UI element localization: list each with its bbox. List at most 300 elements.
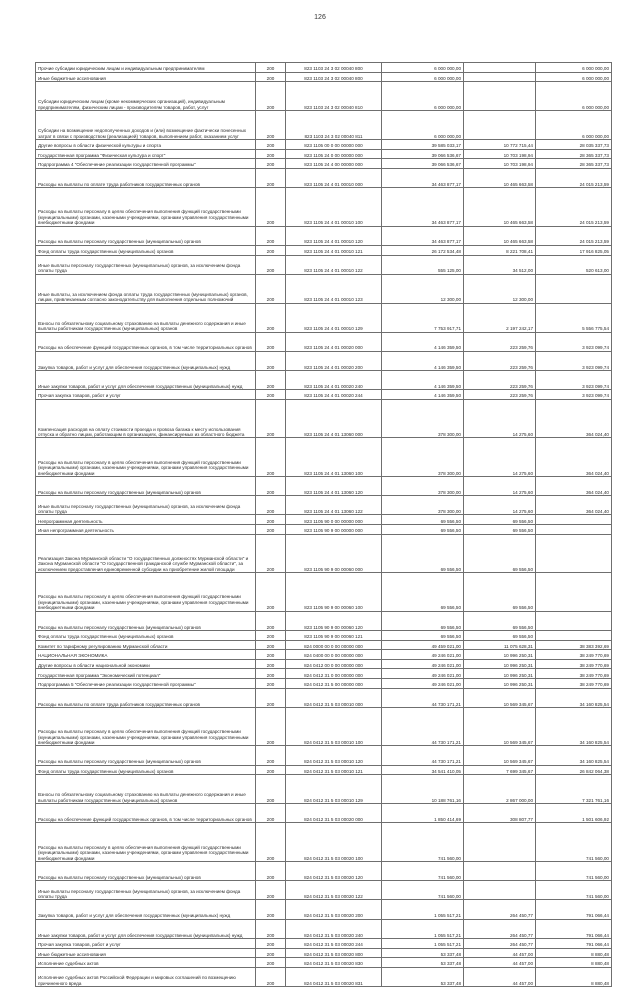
row-classification-cell: 823 1103 24 3 02 00040 810 [286, 82, 382, 111]
row-classification-cell: 823 1105 24 4 01 13060 000 [286, 399, 382, 438]
row-name-cell: Прочая закупка товаров, работ и услуг [36, 938, 256, 948]
row-code-cell: 200 [256, 967, 286, 986]
table-row [36, 573, 612, 612]
table-row [36, 679, 612, 689]
row-name-cell: Расходы на обеспечение функций государственных органов, в том числе территориальных органов [36, 804, 256, 823]
table-row [36, 390, 612, 400]
row-code-cell: 200 [256, 919, 286, 938]
row-name-cell: Расходы на выплаты персоналу в целях обеспечения выполнения функций государственными (муниципальными) органами, казенными учреждениями, органами управления государственными внебюджетными фондами [36, 573, 256, 612]
row-code-cell: 200 [256, 245, 286, 255]
row-classification-cell: 823 1105 24 4 01 00010 000 [286, 168, 382, 187]
budget-table [35, 62, 612, 987]
row-classification-cell: 823 1103 24 3 02 00040 800 [286, 72, 382, 82]
table-row [36, 659, 612, 669]
row-executed-cell: 12 300,00 [464, 274, 536, 303]
row-code-cell: 200 [256, 515, 286, 525]
row-assigned-cell: 378 300,00 [382, 399, 464, 438]
row-executed-cell: 14 275,60 [464, 399, 536, 438]
row-code-cell: 200 [256, 63, 286, 73]
row-remaining-cell [536, 525, 612, 535]
row-assigned-cell: 378 300,00 [382, 438, 464, 477]
row-assigned-cell: 44 730 171,21 [382, 746, 464, 765]
row-classification-cell: 824 0412 31 5 03 00010 000 [286, 688, 382, 707]
row-assigned-cell: 378 300,00 [382, 476, 464, 495]
row-executed-cell: 264 450,77 [464, 900, 536, 919]
row-remaining-cell [536, 534, 612, 573]
row-name-cell: Иные выплаты персоналу государственных (муниципальных) органов, за исключением фонда оплаты труда [36, 255, 256, 274]
row-remaining-cell: 28 035 337,73 [536, 140, 612, 150]
row-code-cell: 200 [256, 679, 286, 689]
table-row [36, 804, 612, 823]
row-classification-cell: 823 1105 00 0 00 00000 000 [286, 140, 382, 150]
row-assigned-cell: 10 188 761,16 [382, 775, 464, 804]
row-code-cell: 200 [256, 823, 286, 862]
row-executed-cell: 69 556,50 [464, 515, 536, 525]
row-executed-cell: 10 465 663,58 [464, 226, 536, 245]
row-assigned-cell: 555 125,00 [382, 255, 464, 274]
table-row [36, 438, 612, 477]
row-classification-cell: 824 0412 31 5 03 00020 240 [286, 919, 382, 938]
row-code-cell: 200 [256, 861, 286, 880]
table-row [36, 515, 612, 525]
row-assigned-cell: 6 000 000,00 [382, 111, 464, 140]
row-remaining-cell: 364 024,40 [536, 399, 612, 438]
row-executed-cell: 2 867 000,00 [464, 775, 536, 804]
table-row [36, 967, 612, 986]
row-executed-cell: 223 259,76 [464, 371, 536, 390]
row-remaining-cell: 28 365 337,73 [536, 159, 612, 169]
row-remaining-cell: 6 000 000,00 [536, 72, 612, 82]
row-assigned-cell: 34 463 877,17 [382, 168, 464, 187]
table-row [36, 140, 612, 150]
row-classification-cell: 824 0412 31 5 03 00020 120 [286, 861, 382, 880]
row-assigned-cell: 49 246 021,00 [382, 679, 464, 689]
row-remaining-cell: 24 015 213,59 [536, 226, 612, 245]
row-code-cell: 200 [256, 881, 286, 900]
table-row [36, 938, 612, 948]
row-executed-cell: 10 569 345,67 [464, 707, 536, 746]
row-remaining-cell: 8 880,48 [536, 958, 612, 968]
row-code-cell: 200 [256, 274, 286, 303]
row-name-cell: Расходы на выплаты персоналу государственных (муниципальных) органов [36, 476, 256, 495]
row-name-cell: Иные выплаты, за исключением фонда оплаты труда государственных (муниципальных) органов, лицам, привлекаемым согласно законодательству для выполнения отдельных полномочий [36, 274, 256, 303]
row-assigned-cell: 4 146 359,50 [382, 332, 464, 351]
row-executed-cell: 69 556,50 [464, 611, 536, 630]
row-code-cell: 200 [256, 255, 286, 274]
row-name-cell: Расходы на выплаты персоналу в целях обеспечения выполнения функций государственными (муниципальными) органами, казенными учреждениями, органами управления государственными внебюджетными фондами [36, 438, 256, 477]
row-classification-cell: 824 0412 31 5 03 00020 830 [286, 958, 382, 968]
row-classification-cell: 824 0412 00 0 00 00000 000 [286, 659, 382, 669]
table-row [36, 707, 612, 746]
row-remaining-cell: 26 842 064,38 [536, 765, 612, 775]
row-remaining-cell: 3 923 099,74 [536, 390, 612, 400]
row-name-cell: Реализация Закона Мурманской области "О государственных должностях Мурманской области" и Закона Мурманской области "О государственной гражданской службе Мурманской области", за исключением предоставления единовременной субсидии на приобретение жилой площади [36, 534, 256, 573]
row-code-cell: 200 [256, 650, 286, 660]
row-remaining-cell: 791 066,44 [536, 938, 612, 948]
row-code-cell: 200 [256, 573, 286, 612]
row-executed-cell: 10 569 345,67 [464, 746, 536, 765]
row-classification-cell: 823 1105 24 4 01 00010 121 [286, 245, 382, 255]
row-code-cell: 200 [256, 149, 286, 159]
row-assigned-cell: 69 556,50 [382, 630, 464, 640]
row-remaining-cell: 741 560,00 [536, 823, 612, 862]
row-name-cell: НАЦИОНАЛЬНАЯ ЭКОНОМИКА [36, 650, 256, 660]
table-row [36, 525, 612, 535]
row-name-cell: Закупка товаров, работ и услуг для обеспечения государственных (муниципальных) нужд [36, 351, 256, 370]
table-row [36, 669, 612, 679]
row-classification-cell: 823 1105 24 4 01 13060 100 [286, 438, 382, 477]
row-classification-cell: 824 0412 31 5 03 00020 122 [286, 881, 382, 900]
row-name-cell: Субсидии юридическим лицам (кроме некоммерческих организаций), индивидуальным предпринимателям, физическим лицам - производителям товаров, работ, услуг [36, 82, 256, 111]
row-name-cell: Другие вопросы в области национальной экономики [36, 659, 256, 669]
table-row [36, 496, 612, 515]
row-remaining-cell: 520 613,00 [536, 255, 612, 274]
row-classification-cell: 824 0400 00 0 00 00000 000 [286, 650, 382, 660]
table-row [36, 746, 612, 765]
row-code-cell: 200 [256, 669, 286, 679]
row-classification-cell: 824 0412 31 5 00 00000 000 [286, 679, 382, 689]
table-row [36, 245, 612, 255]
row-assigned-cell: 53 337,48 [382, 948, 464, 958]
page-number: 126 [314, 14, 326, 21]
row-name-cell: Подпрограмма 5 "Обеспечение реализации государственной программы" [36, 679, 256, 689]
row-code-cell: 200 [256, 804, 286, 823]
row-executed-cell: 10 569 345,67 [464, 688, 536, 707]
row-assigned-cell: 49 246 021,00 [382, 659, 464, 669]
table-row [36, 351, 612, 370]
table-row [36, 765, 612, 775]
row-code-cell: 200 [256, 140, 286, 150]
row-code-cell: 200 [256, 640, 286, 650]
row-executed-cell: 223 259,76 [464, 351, 536, 370]
row-code-cell: 200 [256, 900, 286, 919]
row-classification-cell: 824 0412 31 5 03 00010 100 [286, 707, 382, 746]
row-code-cell: 200 [256, 82, 286, 111]
row-classification-cell: 824 0412 31 5 03 00020 100 [286, 823, 382, 862]
table-row [36, 958, 612, 968]
row-classification-cell: 823 1105 90 9 00 00000 000 [286, 525, 382, 535]
row-name-cell: Фонд оплаты труда государственных (муниципальных) органов [36, 245, 256, 255]
row-assigned-cell: 34 463 877,17 [382, 188, 464, 227]
row-name-cell: Расходы на выплаты по оплате труда работников государственных органов [36, 688, 256, 707]
budget-table-body [36, 63, 612, 987]
row-name-cell: Иная непрограммная деятельность [36, 525, 256, 535]
table-row [36, 82, 612, 111]
row-executed-cell: 69 556,50 [464, 525, 536, 535]
row-remaining-cell: 364 024,40 [536, 496, 612, 515]
row-remaining-cell: 38 249 770,69 [536, 669, 612, 679]
row-code-cell: 200 [256, 476, 286, 495]
row-code-cell: 200 [256, 630, 286, 640]
row-assigned-cell: 12 300,00 [382, 274, 464, 303]
row-code-cell: 200 [256, 496, 286, 515]
row-code-cell: 200 [256, 707, 286, 746]
row-name-cell: Непрограммная деятельность [36, 515, 256, 525]
table-row [36, 149, 612, 159]
row-remaining-cell: 38 383 392,69 [536, 640, 612, 650]
row-classification-cell: 824 0412 31 5 03 00020 800 [286, 948, 382, 958]
row-name-cell: Взносы по обязательному социальному страхованию на выплаты денежного содержания и иные выплаты работникам государственных (муниципальных) органов [36, 775, 256, 804]
table-row [36, 948, 612, 958]
table-row [36, 640, 612, 650]
row-code-cell: 200 [256, 72, 286, 82]
row-remaining-cell: 38 249 770,69 [536, 650, 612, 660]
row-remaining-cell: 741 560,00 [536, 861, 612, 880]
row-remaining-cell: 8 880,48 [536, 948, 612, 958]
row-executed-cell: 10 996 250,31 [464, 650, 536, 660]
row-remaining-cell: 364 024,40 [536, 476, 612, 495]
table-row [36, 823, 612, 862]
row-code-cell: 200 [256, 775, 286, 804]
row-classification-cell: 823 1105 90 9 00 00060 000 [286, 534, 382, 573]
table-row [36, 399, 612, 438]
row-assigned-cell: 49 246 021,00 [382, 669, 464, 679]
row-code-cell: 200 [256, 659, 286, 669]
row-remaining-cell [536, 515, 612, 525]
row-name-cell: Комитет по тарифному регулированию Мурманской области [36, 640, 256, 650]
row-executed-cell [464, 63, 536, 73]
row-code-cell: 200 [256, 746, 286, 765]
row-code-cell: 200 [256, 351, 286, 370]
row-remaining-cell: 3 923 099,74 [536, 371, 612, 390]
row-remaining-cell: 5 556 775,54 [536, 303, 612, 332]
row-executed-cell: 34 512,00 [464, 255, 536, 274]
row-remaining-cell: 3 923 099,74 [536, 351, 612, 370]
row-remaining-cell: 34 160 825,54 [536, 707, 612, 746]
row-code-cell: 200 [256, 159, 286, 169]
row-classification-cell: 823 1105 24 4 01 00010 129 [286, 303, 382, 332]
row-remaining-cell: 8 880,48 [536, 967, 612, 986]
row-classification-cell: 823 1105 24 4 01 13060 120 [286, 476, 382, 495]
row-name-cell: Иные закупки товаров, работ и услуг для обеспечения государственных (муниципальных) нужд [36, 371, 256, 390]
row-executed-cell: 10 465 663,58 [464, 188, 536, 227]
row-executed-cell: 264 450,77 [464, 938, 536, 948]
row-classification-cell: 823 1105 24 4 01 00010 100 [286, 188, 382, 227]
row-remaining-cell: 7 321 761,16 [536, 775, 612, 804]
row-executed-cell [464, 861, 536, 880]
row-assigned-cell: 741 560,00 [382, 861, 464, 880]
row-classification-cell: 824 0412 31 0 00 00000 000 [286, 669, 382, 679]
row-executed-cell: 69 556,50 [464, 630, 536, 640]
table-row [36, 630, 612, 640]
row-remaining-cell: 34 160 825,54 [536, 746, 612, 765]
row-classification-cell: 823 1105 24 4 00 00000 000 [286, 159, 382, 169]
row-assigned-cell: 1 055 517,21 [382, 919, 464, 938]
row-classification-cell: 823 1105 90 9 00 00060 100 [286, 573, 382, 612]
row-remaining-cell: 38 249 770,69 [536, 679, 612, 689]
row-name-cell: Закупка товаров, работ и услуг для обеспечения государственных (муниципальных) нужд [36, 900, 256, 919]
row-executed-cell [464, 881, 536, 900]
row-executed-cell: 10 703 198,94 [464, 159, 536, 169]
row-remaining-cell [536, 573, 612, 612]
row-assigned-cell: 39 066 536,67 [382, 149, 464, 159]
row-assigned-cell: 34 541 410,05 [382, 765, 464, 775]
row-classification-cell: 823 1103 24 3 02 00040 811 [286, 111, 382, 140]
row-name-cell: Расходы на выплаты персоналу государственных (муниципальных) органов [36, 226, 256, 245]
row-code-cell: 200 [256, 525, 286, 535]
row-assigned-cell: 6 000 000,00 [382, 82, 464, 111]
table-row [36, 861, 612, 880]
row-executed-cell [464, 823, 536, 862]
row-name-cell: Государственная программа "Экономический потенциал" [36, 669, 256, 679]
row-executed-cell: 10 996 250,31 [464, 659, 536, 669]
row-assigned-cell: 4 146 359,50 [382, 351, 464, 370]
row-executed-cell: 10 703 198,94 [464, 149, 536, 159]
table-row [36, 72, 612, 82]
row-assigned-cell: 378 300,00 [382, 496, 464, 515]
row-classification-cell: 824 0412 31 5 03 00010 129 [286, 775, 382, 804]
row-executed-cell: 69 556,50 [464, 573, 536, 612]
row-classification-cell: 824 0412 31 5 03 00020 000 [286, 804, 382, 823]
row-name-cell: Другие вопросы в области физической культуры и спорта [36, 140, 256, 150]
row-classification-cell: 824 0412 31 5 03 00010 121 [286, 765, 382, 775]
table-row [36, 611, 612, 630]
row-executed-cell: 10 772 715,44 [464, 140, 536, 150]
row-assigned-cell: 69 556,50 [382, 534, 464, 573]
row-classification-cell: 824 0412 31 5 03 00020 244 [286, 938, 382, 948]
row-assigned-cell: 53 337,48 [382, 958, 464, 968]
row-assigned-cell: 7 753 917,71 [382, 303, 464, 332]
row-classification-cell: 823 1105 24 4 01 00020 244 [286, 390, 382, 400]
row-remaining-cell: 3 923 099,74 [536, 332, 612, 351]
row-name-cell: Субсидии на возмещение недополученных доходов и (или) возмещение фактически понесенных затрат в связи с производством (реализацией) товаров, выполнением работ, оказанием услуг [36, 111, 256, 140]
row-executed-cell: 10 996 250,31 [464, 669, 536, 679]
row-code-cell: 200 [256, 168, 286, 187]
row-remaining-cell: 6 000 000,00 [536, 82, 612, 111]
row-executed-cell: 14 275,60 [464, 438, 536, 477]
row-executed-cell: 69 556,50 [464, 534, 536, 573]
row-executed-cell: 223 259,76 [464, 390, 536, 400]
row-executed-cell: 44 457,00 [464, 948, 536, 958]
row-assigned-cell: 34 463 877,17 [382, 226, 464, 245]
row-code-cell: 200 [256, 958, 286, 968]
row-code-cell: 200 [256, 948, 286, 958]
table-row [36, 900, 612, 919]
row-name-cell: Фонд оплаты труда государственных (муниципальных) органов [36, 630, 256, 640]
row-assigned-cell: 1 055 517,21 [382, 938, 464, 948]
row-classification-cell: 823 1105 24 4 01 00010 123 [286, 274, 382, 303]
row-code-cell: 200 [256, 688, 286, 707]
row-classification-cell: 824 0412 31 5 03 00020 831 [286, 967, 382, 986]
row-assigned-cell: 6 000 000,00 [382, 72, 464, 82]
row-code-cell: 200 [256, 390, 286, 400]
row-code-cell: 200 [256, 188, 286, 227]
table-row [36, 332, 612, 351]
row-assigned-cell: 49 246 021,00 [382, 650, 464, 660]
row-classification-cell: 823 1105 24 4 01 00020 200 [286, 351, 382, 370]
row-remaining-cell: 38 249 770,69 [536, 659, 612, 669]
row-executed-cell [464, 111, 536, 140]
row-name-cell: Расходы на выплаты персоналу в целях обеспечения выполнения функций государственными (муниципальными) органами, казенными учреждениями, органами управления государственными внебюджетными фондами [36, 707, 256, 746]
row-assigned-cell: 44 730 171,21 [382, 688, 464, 707]
row-name-cell: Исполнение судебных актов [36, 958, 256, 968]
row-remaining-cell: 791 066,44 [536, 900, 612, 919]
row-assigned-cell: 44 730 171,21 [382, 707, 464, 746]
row-classification-cell: 823 1105 90 9 00 00060 120 [286, 611, 382, 630]
row-code-cell: 200 [256, 938, 286, 948]
row-executed-cell [464, 82, 536, 111]
row-classification-cell: 823 1105 24 4 01 00010 120 [286, 226, 382, 245]
row-name-cell: Иные бюджетные ассигнования [36, 72, 256, 82]
table-row [36, 159, 612, 169]
row-executed-cell: 308 807,77 [464, 804, 536, 823]
row-remaining-cell: 741 560,00 [536, 881, 612, 900]
row-name-cell: Фонд оплаты труда государственных (муниципальных) органов [36, 765, 256, 775]
row-name-cell: Расходы на выплаты персоналу государственных (муниципальных) органов [36, 611, 256, 630]
table-row [36, 63, 612, 73]
row-code-cell: 200 [256, 438, 286, 477]
row-remaining-cell [536, 611, 612, 630]
row-assigned-cell: 53 337,48 [382, 967, 464, 986]
row-remaining-cell: 24 015 213,59 [536, 168, 612, 187]
row-executed-cell: 44 457,00 [464, 967, 536, 986]
row-name-cell: Расходы на выплаты по оплате труда работников государственных органов [36, 168, 256, 187]
row-executed-cell [464, 72, 536, 82]
row-remaining-cell [536, 274, 612, 303]
row-code-cell: 200 [256, 534, 286, 573]
table-row [36, 188, 612, 227]
row-name-cell: Иные выплаты персоналу государственных (муниципальных) органов, за исключением фонда оплаты труда [36, 496, 256, 515]
row-assigned-cell: 4 146 359,50 [382, 390, 464, 400]
table-row [36, 688, 612, 707]
row-code-cell: 200 [256, 332, 286, 351]
row-name-cell: Исполнение судебных актов Российской Федерации и мировых соглашений по возмещению причиненного вреда [36, 967, 256, 986]
row-assigned-cell: 741 560,00 [382, 823, 464, 862]
row-code-cell: 200 [256, 399, 286, 438]
row-remaining-cell: 364 024,40 [536, 438, 612, 477]
row-classification-cell: 823 1103 24 3 02 00040 800 [286, 63, 382, 73]
row-executed-cell: 8 221 708,41 [464, 245, 536, 255]
row-name-cell: Прочие субсидии юридическим лицам и индивидуальным предпринимателям [36, 63, 256, 73]
row-classification-cell: 824 0412 31 5 03 00020 200 [286, 900, 382, 919]
table-row [36, 650, 612, 660]
table-row [36, 534, 612, 573]
row-code-cell: 200 [256, 371, 286, 390]
row-executed-cell: 11 075 628,31 [464, 640, 536, 650]
row-remaining-cell: 17 916 825,05 [536, 245, 612, 255]
row-executed-cell: 44 457,00 [464, 958, 536, 968]
row-executed-cell: 10 996 250,31 [464, 679, 536, 689]
row-classification-cell: 824 0412 31 5 03 00010 120 [286, 746, 382, 765]
table-row [36, 168, 612, 187]
row-name-cell: Подпрограмма 4 "Обеспечение реализации государственной программы" [36, 159, 256, 169]
table-row [36, 371, 612, 390]
table-row [36, 226, 612, 245]
row-code-cell: 200 [256, 765, 286, 775]
row-executed-cell: 14 275,60 [464, 476, 536, 495]
row-executed-cell: 7 699 345,67 [464, 765, 536, 775]
row-name-cell: Взносы по обязательному социальному страхованию на выплаты денежного содержания и иные выплаты работникам государственных (муниципальных) органов [36, 303, 256, 332]
row-name-cell: Расходы на обеспечение функций государственных органов, в том числе территориальных органов [36, 332, 256, 351]
row-classification-cell: 823 1105 24 0 00 00000 000 [286, 149, 382, 159]
row-assigned-cell: 69 556,50 [382, 525, 464, 535]
row-remaining-cell: 791 066,44 [536, 919, 612, 938]
row-executed-cell: 2 197 242,17 [464, 303, 536, 332]
row-executed-cell: 14 275,60 [464, 496, 536, 515]
table-row [36, 881, 612, 900]
row-name-cell: Иные бюджетные ассигнования [36, 948, 256, 958]
row-name-cell: Иные закупки товаров, работ и услуг для обеспечения государственных (муниципальных) нужд [36, 919, 256, 938]
row-classification-cell: 824 0000 00 0 00 00000 000 [286, 640, 382, 650]
row-name-cell: Государственная программа "Физическая культура и спорт" [36, 149, 256, 159]
row-name-cell: Прочая закупка товаров, работ и услуг [36, 390, 256, 400]
row-assigned-cell: 69 556,50 [382, 515, 464, 525]
row-code-cell: 200 [256, 611, 286, 630]
row-executed-cell: 223 259,76 [464, 332, 536, 351]
row-code-cell: 200 [256, 303, 286, 332]
row-name-cell: Расходы на выплаты персоналу государственных (муниципальных) органов [36, 746, 256, 765]
table-row [36, 303, 612, 332]
